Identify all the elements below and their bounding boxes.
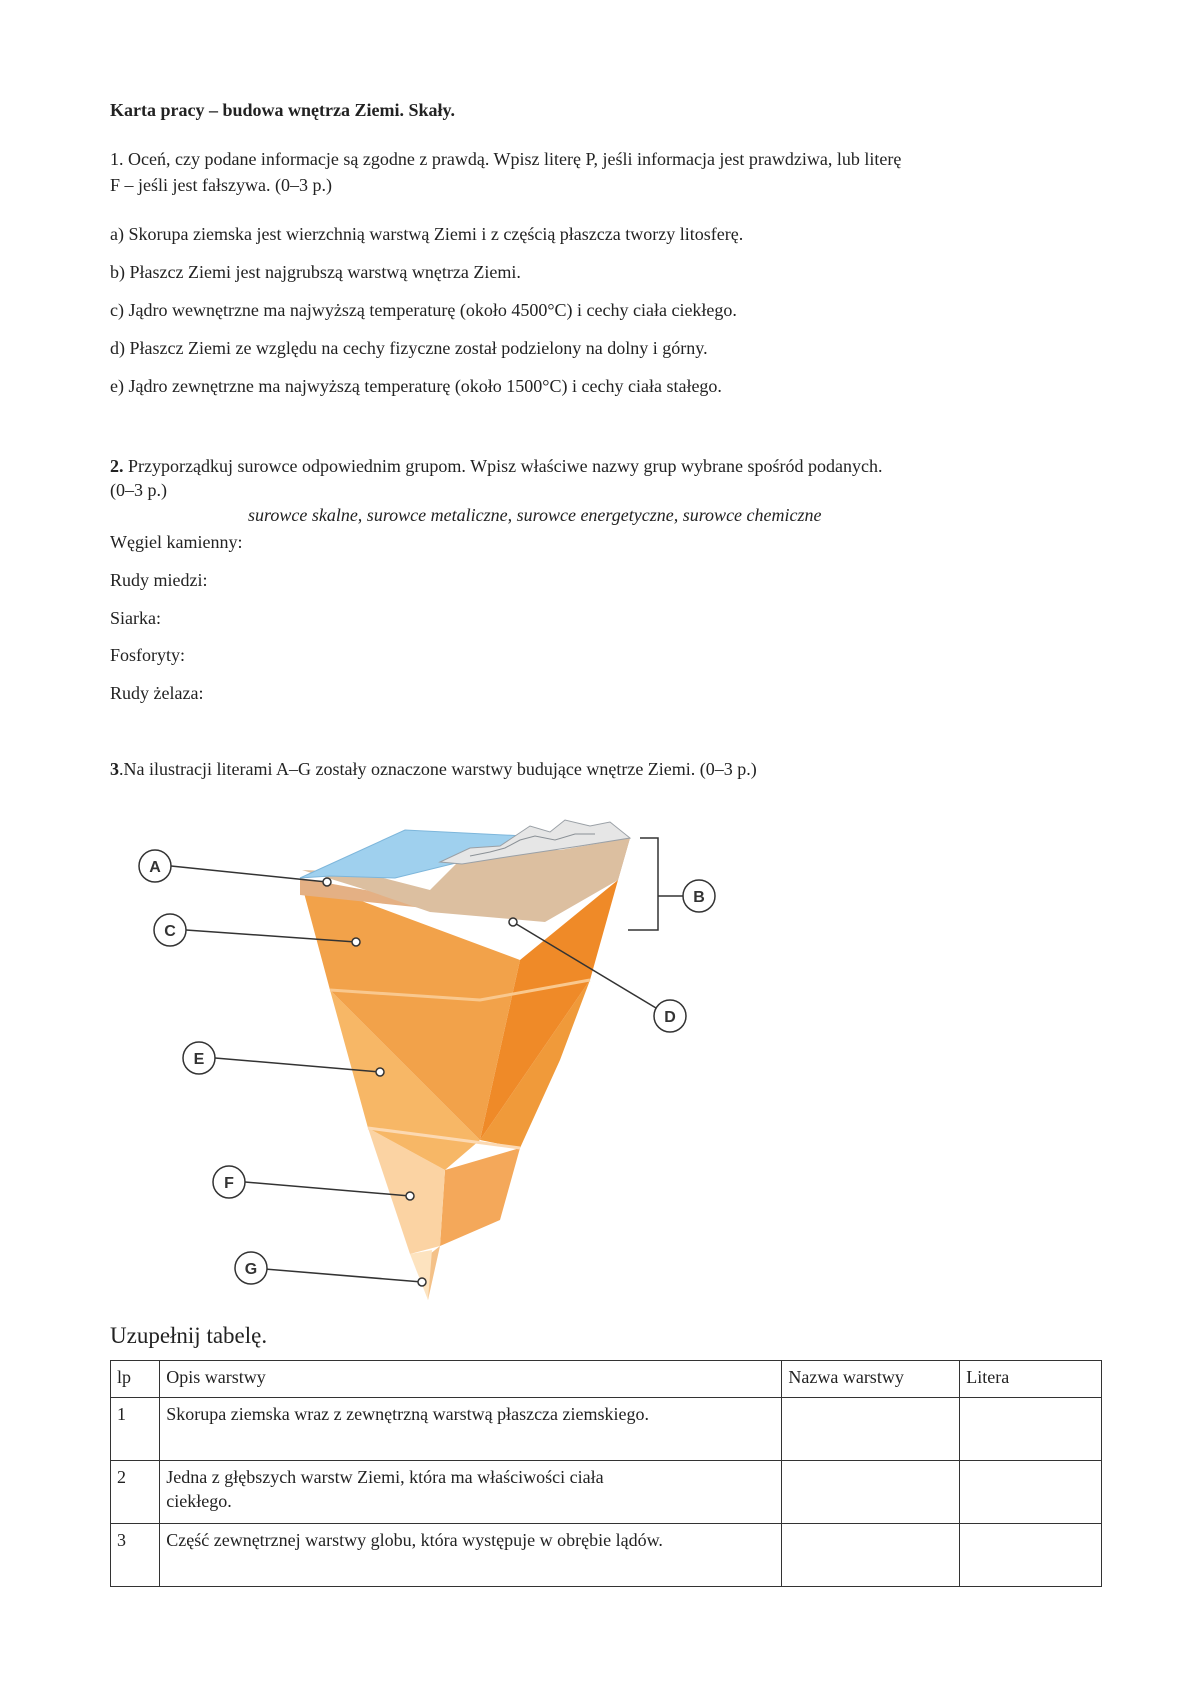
row-opis bbox=[160, 1524, 782, 1587]
table-row bbox=[111, 1398, 1102, 1461]
table-row bbox=[111, 1461, 1102, 1524]
task2-item-iron: Rudy żelaza: bbox=[110, 683, 204, 703]
leader-f bbox=[245, 1182, 410, 1196]
task2-item-phosphorite: Fosforyty: bbox=[110, 645, 186, 665]
row-lp: 1 bbox=[111, 1398, 160, 1461]
point-f bbox=[406, 1192, 414, 1200]
label-e: E bbox=[193, 1051, 205, 1068]
page-title: Karta pracy – budowa wnętrza Ziemi. Skały. bbox=[110, 100, 455, 120]
task1-item-d: d) Płaszcz Ziemi ze względu na cechy fizyczne został podzielony na dolny i górny. bbox=[110, 338, 708, 358]
point-e bbox=[376, 1068, 384, 1076]
table-row bbox=[111, 1524, 1102, 1587]
row-opis-text: Skorupa ziemska wraz z zewnętrzną warstwą płaszcza ziemskiego. bbox=[166, 1404, 650, 1424]
row-nazwa-cell[interactable] bbox=[782, 1461, 960, 1524]
label-a-circle bbox=[139, 850, 171, 882]
label-f: F bbox=[224, 1175, 234, 1192]
point-g bbox=[418, 1278, 426, 1286]
row-litera-cell[interactable] bbox=[960, 1398, 1102, 1461]
row-opis bbox=[160, 1398, 782, 1461]
header-opis: Opis warstwy bbox=[160, 1361, 782, 1398]
row-opis-text: Jedna z głębszych warstw Ziemi, która ma właściwości ciała ciekłego. bbox=[166, 1467, 604, 1511]
task1-item-a: a) Skorupa ziemska jest wierzchnią warstwą Ziemi i z częścią płaszcza tworzy litosferę. bbox=[110, 224, 744, 244]
label-d: D bbox=[664, 1009, 676, 1026]
row-litera-cell[interactable] bbox=[960, 1461, 1102, 1524]
label-d-circle bbox=[654, 1000, 686, 1032]
row-nazwa-cell[interactable] bbox=[782, 1398, 960, 1461]
task1-item-b: b) Płaszcz Ziemi jest najgrubszą warstwą wnętrza Ziemi. bbox=[110, 262, 521, 282]
label-c-circle bbox=[154, 914, 186, 946]
task1-intro-line2: F – jeśli jest fałszywa. (0–3 p.) bbox=[110, 175, 332, 195]
leader-g bbox=[253, 1268, 422, 1282]
task1-item-c: c) Jądro wewnętrzne ma najwyższą temperaturę (około 4500°C) i cechy ciała ciekłego. bbox=[110, 300, 737, 320]
label-f-circle bbox=[213, 1166, 245, 1198]
label-b-circle bbox=[683, 880, 715, 912]
label-c: C bbox=[164, 923, 176, 940]
task2-options: surowce skalne, surowce metaliczne, surowce energetyczne, surowce chemiczne bbox=[248, 505, 822, 525]
layers-table bbox=[110, 1360, 1102, 1587]
table-header-row bbox=[111, 1361, 1102, 1398]
task2-item-coal: Węgiel kamienny: bbox=[110, 532, 243, 552]
label-a: A bbox=[149, 859, 161, 876]
label-g-circle bbox=[235, 1252, 267, 1284]
point-c bbox=[352, 938, 360, 946]
task2-text: Przyporządkuj surowce odpowiednim grupom. Wpisz właściwe nazwy grup wybrane spośród podanych. bbox=[123, 456, 883, 476]
row-opis-text: Część zewnętrznej warstwy globu, która występuje w obrębie lądów. bbox=[166, 1530, 663, 1550]
row-lp: 2 bbox=[111, 1461, 160, 1524]
task1-intro-line1: 1. Oceń, czy podane informacje są zgodne z prawdą. Wpisz literę P, jeśli informacja jest prawdziwa, lub literę bbox=[110, 149, 902, 169]
header-litera: Litera bbox=[960, 1361, 1102, 1398]
point-d bbox=[509, 918, 517, 926]
row-opis bbox=[160, 1461, 782, 1524]
leader-a bbox=[171, 866, 327, 882]
header-nazwa: Nazwa warstwy bbox=[782, 1361, 960, 1398]
table-heading: Uzupełnij tabelę. bbox=[110, 1323, 268, 1348]
bracket-b bbox=[628, 838, 658, 930]
task2-item-sulfur: Siarka: bbox=[110, 608, 161, 628]
task3-number: 3 bbox=[110, 759, 119, 779]
label-b: B bbox=[693, 889, 705, 906]
task1-item-e: e) Jądro zewnętrzne ma najwyższą temperaturę (około 1500°C) i cechy ciała stałego. bbox=[110, 376, 722, 396]
point-a bbox=[323, 878, 331, 886]
task2-points: (0–3 p.) bbox=[110, 480, 167, 500]
label-e-circle bbox=[183, 1042, 215, 1074]
row-litera-cell[interactable] bbox=[960, 1524, 1102, 1587]
header-lp: lp bbox=[111, 1361, 160, 1398]
task2-item-copper: Rudy miedzi: bbox=[110, 570, 208, 590]
task3-text: .Na ilustracji literami A–G zostały oznaczone warstwy budujące wnętrze Ziemi. (0–3 p.) bbox=[119, 759, 757, 779]
label-g: G bbox=[244, 1261, 258, 1278]
task2-number: 2. bbox=[110, 456, 124, 476]
row-nazwa-cell[interactable] bbox=[782, 1524, 960, 1587]
row-lp: 3 bbox=[111, 1524, 160, 1587]
